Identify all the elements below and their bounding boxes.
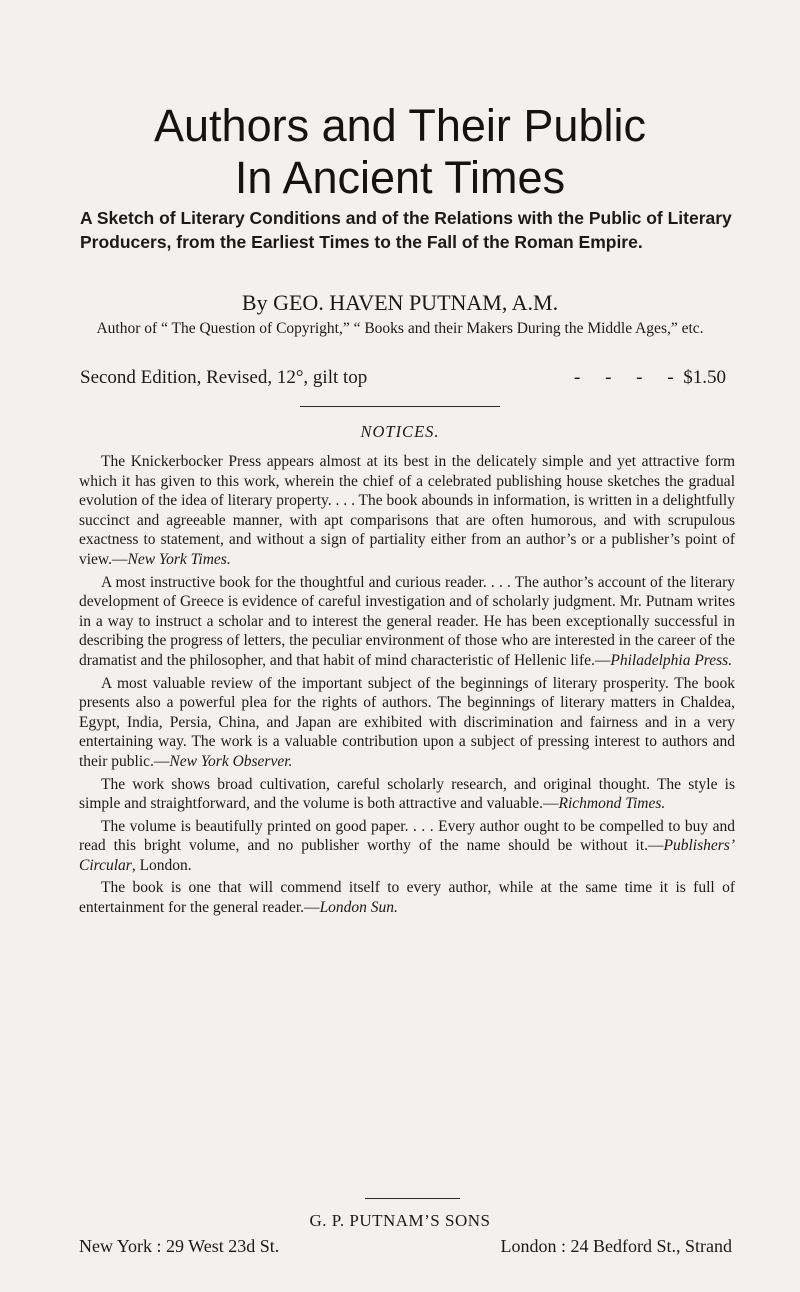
publisher-name: G. P. PUTNAM’S SONS bbox=[309, 1211, 491, 1230]
notice-text: The volume is beautifully printed on good paper. . . . Every author ought to be compelled to buy and read this bright volume, and no publisher worthy of the name should be without it.— bbox=[79, 817, 735, 855]
notice-paragraph bbox=[79, 573, 735, 671]
notice-source: Richmond Times. bbox=[558, 795, 666, 813]
notices-body bbox=[79, 452, 735, 921]
edition-text: Second Edition, Revised, 12°, gilt top bbox=[80, 367, 368, 388]
notice-paragraph bbox=[79, 775, 735, 814]
address-new-york: New York : 29 West 23d St. bbox=[79, 1236, 280, 1256]
notice-source: Philadelphia Press. bbox=[610, 651, 733, 669]
notice-source: London Sun. bbox=[319, 899, 398, 917]
book-subtitle: A Sketch of Literary Conditions and of the Relations with the Public of Literary Producers, from the Earliest Times to the Fall of the Roman Empire. bbox=[80, 208, 732, 252]
notice-paragraph bbox=[79, 817, 735, 876]
notice-paragraph bbox=[79, 452, 735, 570]
notice-source: New York Observer. bbox=[169, 752, 293, 770]
notice-text: A most instructive book for the thoughtful and curious reader. . . . The author’s account of the literary development of Greece is evidence of careful investigation and of scholarly judgment. Mr. Putnam writes in a way to instruct a scholar and to interest the general reader. He has been exceptionally successful in describing the progress of letters, the peculiar environment of those who are interested in the career of the dramatist and the philosopher, and that habit of mind characteristic of Hellenic life.— bbox=[79, 573, 735, 669]
notice-text: A most valuable review of the important subject of the beginnings of literary prosperity. The book presents also a powerful plea for the rights of authors. The beginnings of literary matters in Chaldea, Egypt, India, Persia, China, and Japan are exhibited with discrimination and fairness and in a very entertaining way. The work is a valuable contribution upon a subject of pressing interest to authors and their public.— bbox=[79, 674, 735, 770]
notice-paragraph bbox=[79, 878, 735, 917]
address-london: London : 24 Bedford St., Strand bbox=[500, 1236, 732, 1256]
edition-price: $1.50 bbox=[683, 367, 726, 388]
edition-line bbox=[80, 366, 740, 390]
notice-source: Publishers’ Circular bbox=[79, 837, 735, 874]
notice-text: The book is one that will commend itself to every author, while at the same time it is full of entertainment for the general reader.— bbox=[79, 879, 735, 917]
notice-text: The Knickerbocker Press appears almost at its best in the delicately simple and yet attractive form which it has given to this work, wherein the chief of a celebrated publishing house sketches the gradual evolution of the idea of literary property. . . . The book abounds in information, is written in a delightfully succinct and agreeable manner, with apt comparisons that are often humorous, and with scrupulous exactness to statement, and without a sign of partiality either from an author’s or a publisher’s point of view.— bbox=[79, 453, 735, 568]
book-title-line-2: In Ancient Times bbox=[234, 152, 566, 203]
notice-source: New York Times. bbox=[127, 550, 231, 568]
author-credits: Author of “ The Question of Copyright,” “ Books and their Makers During the Middle Ages,” etc. bbox=[96, 320, 704, 337]
notice-source-tail: , London. bbox=[131, 856, 192, 874]
notices-heading: NOTICES. bbox=[360, 422, 440, 441]
byline: By GEO. HAVEN PUTNAM, A.M. bbox=[241, 290, 559, 315]
notice-paragraph bbox=[79, 674, 735, 772]
divider-rule bbox=[365, 1198, 460, 1199]
divider-rule bbox=[300, 406, 500, 407]
book-title-line-1: Authors and Their Public bbox=[154, 100, 646, 151]
edition-leader-dashes: - - - - bbox=[574, 367, 684, 388]
notice-text: The work shows broad cultivation, careful scholarly research, and original thought. The style is simple and straightforward, and the volume is both attractive and valuable.— bbox=[79, 775, 735, 813]
